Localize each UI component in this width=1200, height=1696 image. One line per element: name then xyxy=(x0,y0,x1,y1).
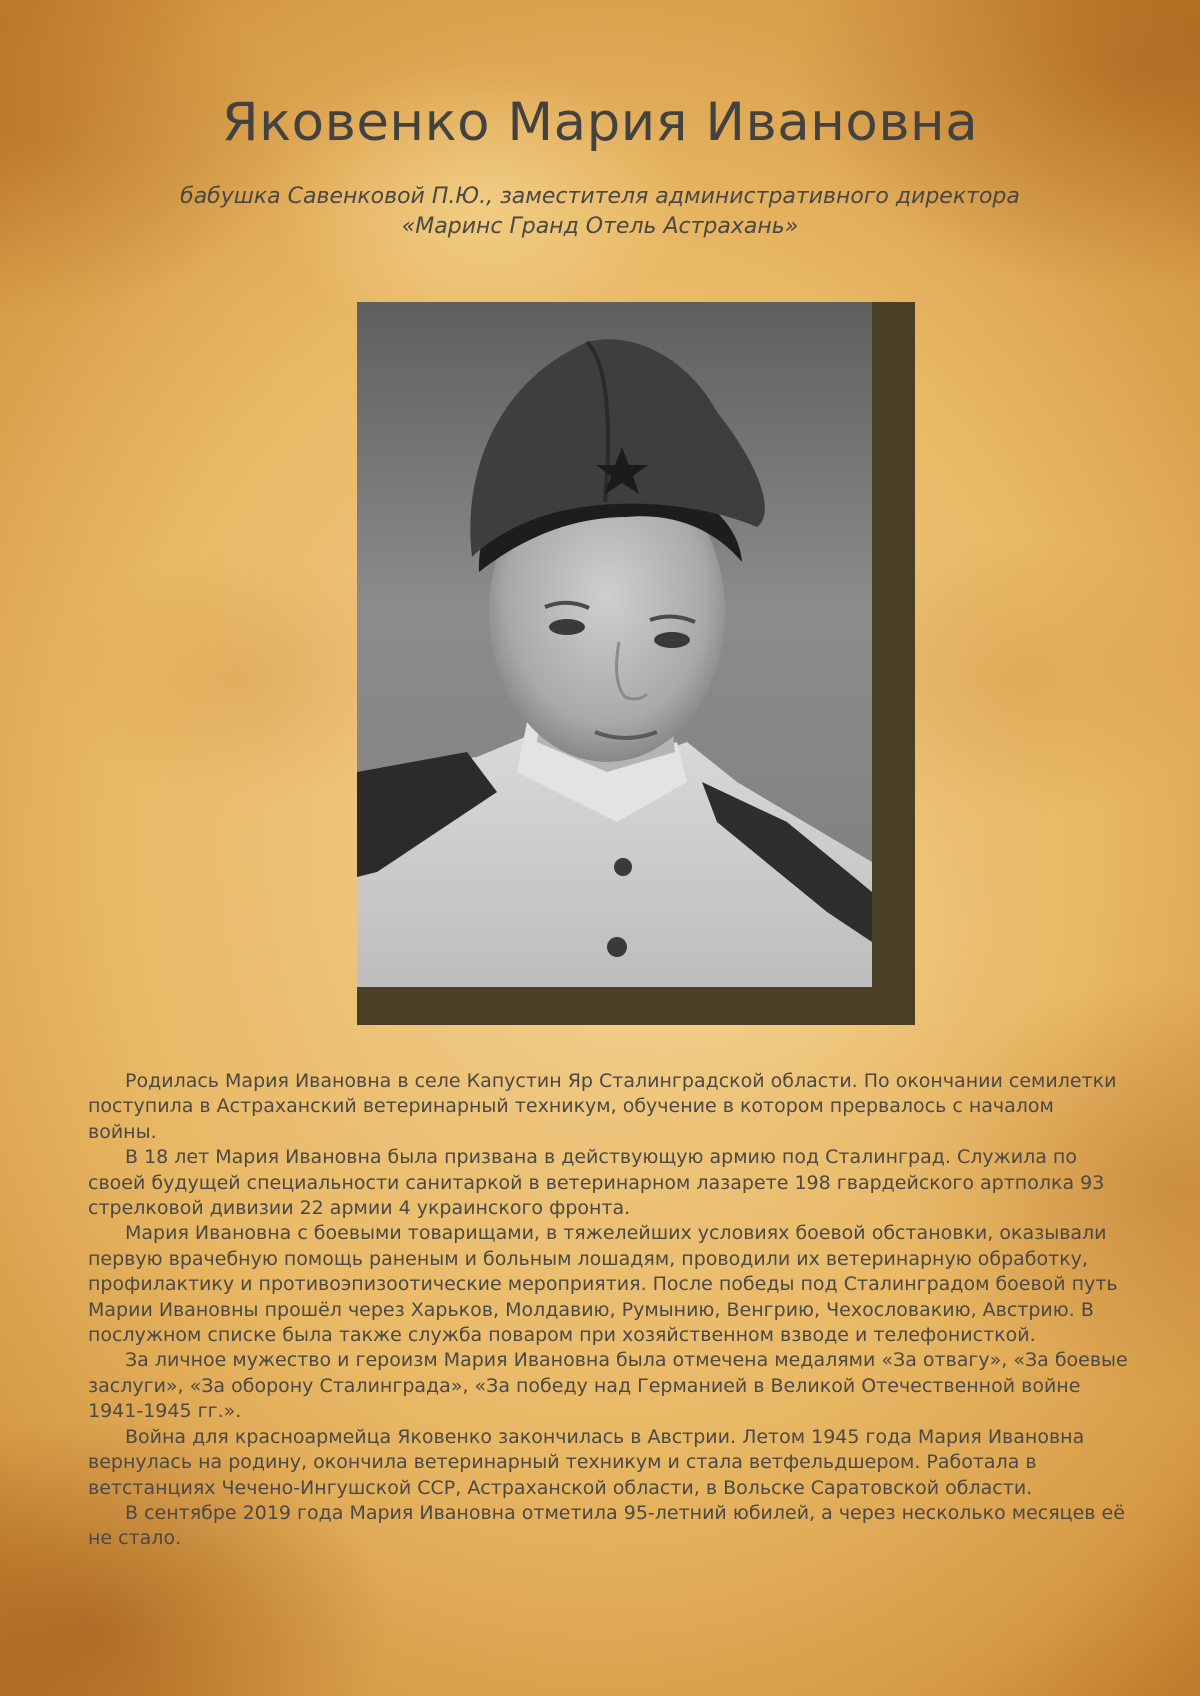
subtitle xyxy=(0,182,1200,242)
portrait-frame xyxy=(357,302,915,1025)
portrait-photo-icon xyxy=(357,302,872,987)
portrait-photo xyxy=(357,302,872,987)
paragraph-3: Мария Ивановна с боевыми товарищами, в тяжелейших условиях боевой обстановки, оказывали первую врачебную помощь раненым и больным лошадям, проводили их ветеринарную обработку, профилактику и противоэпизоотические мероприятия. После победы под Сталинградом боевой путь Марии Ивановны прошёл через Харьков, Молдавию, Румынию, Венгрию, Чехословакию, Австрию. В послужном списке была также служба поваром при хозяйственном взводе и телефонисткой. xyxy=(88,1222,1118,1347)
paragraph-2: В 18 лет Мария Ивановна была призвана в действующую армию под Сталинград. Служила по своей будущей специальности санитаркой в ветеринарном лазарете 198 гвардейского артполка 93 стрелковой дивизии 22 армии 4 украинского фронта. xyxy=(88,1146,1105,1220)
paragraph-4: За личное мужество и героизм Мария Ивановна была отмечена медалями «За отвагу», «За боевые заслуги», «За оборону Сталинграда», «За победу над Германией в Великой Отечественной войне 1941-1945 гг.». xyxy=(88,1349,1128,1423)
subtitle-line-1: бабушка Савенковой П.Ю., заместителя административного директора xyxy=(180,184,1020,209)
paragraph-6: В сентябре 2019 года Мария Ивановна отметила 95-летний юбилей, а через несколько месяцев её не стало. xyxy=(88,1501,1125,1550)
subtitle-line-2: «Маринс Гранд Отель Астрахань» xyxy=(401,214,799,239)
page-title: Яковенко Мария Ивановна xyxy=(221,92,979,153)
biography-text xyxy=(88,1069,1128,1552)
paragraph-1: Родилась Мария Ивановна в селе Капустин Яр Сталинградской области. По окончании семилетки поступила в Астраханский ветеринарный техникум, обучение в котором прервалось с началом войны. xyxy=(88,1070,1117,1143)
paragraph-5: Война для красноармейца Яковенко закончилась в Австрии. Летом 1945 года Мария Ивановна вернулась на родину, окончила ветеринарный техникум и стала ветфельдшером. Работала в ветстанциях Чечено-Ингушской ССР, Астраханской области, в Вольске Саратовской области. xyxy=(88,1425,1085,1499)
